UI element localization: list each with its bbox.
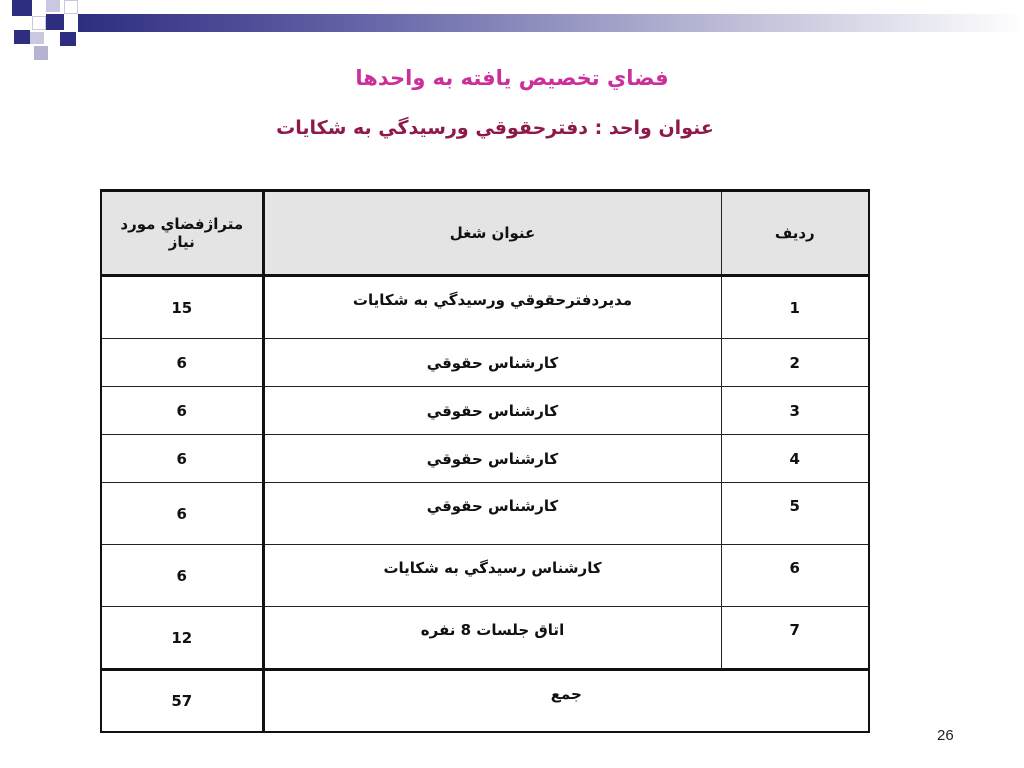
area-cell: 6 xyxy=(101,545,263,607)
deco-square xyxy=(14,30,30,44)
area-cell: 6 xyxy=(101,339,263,387)
header-area: متراژفضاي مورد نياز xyxy=(101,191,263,276)
area-cell: 15 xyxy=(101,276,263,339)
table-row xyxy=(101,435,869,483)
row-no-cell: 1 xyxy=(721,276,869,339)
deco-square xyxy=(46,14,64,30)
deco-square xyxy=(60,32,76,46)
area-cell: 12 xyxy=(101,607,263,670)
job-title-cell: مديردفترحقوقي ورسيدگي به شكايات xyxy=(263,276,721,339)
header-row-no: رديف xyxy=(721,191,869,276)
row-no-cell: 3 xyxy=(721,387,869,435)
table-total-row xyxy=(101,670,869,733)
page-number: 26 xyxy=(937,727,954,744)
deco-square xyxy=(64,0,78,14)
job-title-cell: اتاق جلسات 8 نفره xyxy=(263,607,721,670)
deco-square xyxy=(34,46,48,60)
table-row xyxy=(101,607,869,670)
area-cell: 6 xyxy=(101,483,263,545)
row-no-cell: 7 xyxy=(721,607,869,670)
row-no-cell: 4 xyxy=(721,435,869,483)
table-row xyxy=(101,545,869,607)
slide-title: فضاي تخصيص يافته به واحدها xyxy=(355,66,669,90)
row-no-cell: 6 xyxy=(721,545,869,607)
job-title-cell: كارشناس حقوقي xyxy=(263,387,721,435)
decorative-header xyxy=(0,0,1024,70)
job-title-cell: كارشناس حقوقي xyxy=(263,339,721,387)
table-header-row xyxy=(101,191,869,276)
deco-square xyxy=(30,32,44,44)
total-value: 57 xyxy=(101,670,263,733)
area-cell: 6 xyxy=(101,435,263,483)
row-no-cell: 5 xyxy=(721,483,869,545)
job-title-cell: كارشناس رسيدگي به شكايات xyxy=(263,545,721,607)
total-label: جمع xyxy=(263,670,869,733)
deco-square xyxy=(32,16,46,30)
slide-subtitle: عنوان واحد : دفترحقوقي ورسيدگي به شكايات xyxy=(276,117,714,139)
header-job-title: عنوان شغل xyxy=(263,191,721,276)
area-cell: 6 xyxy=(101,387,263,435)
table-row xyxy=(101,483,869,545)
gradient-bar xyxy=(78,14,1024,32)
table-row xyxy=(101,276,869,339)
deco-square xyxy=(46,0,60,12)
table-row xyxy=(101,387,869,435)
space-allocation-table xyxy=(100,189,870,733)
deco-square xyxy=(12,0,32,16)
table-row xyxy=(101,339,869,387)
job-title-cell: كارشناس حقوقي xyxy=(263,435,721,483)
job-title-cell: كارشناس حقوقي xyxy=(263,483,721,545)
row-no-cell: 2 xyxy=(721,339,869,387)
